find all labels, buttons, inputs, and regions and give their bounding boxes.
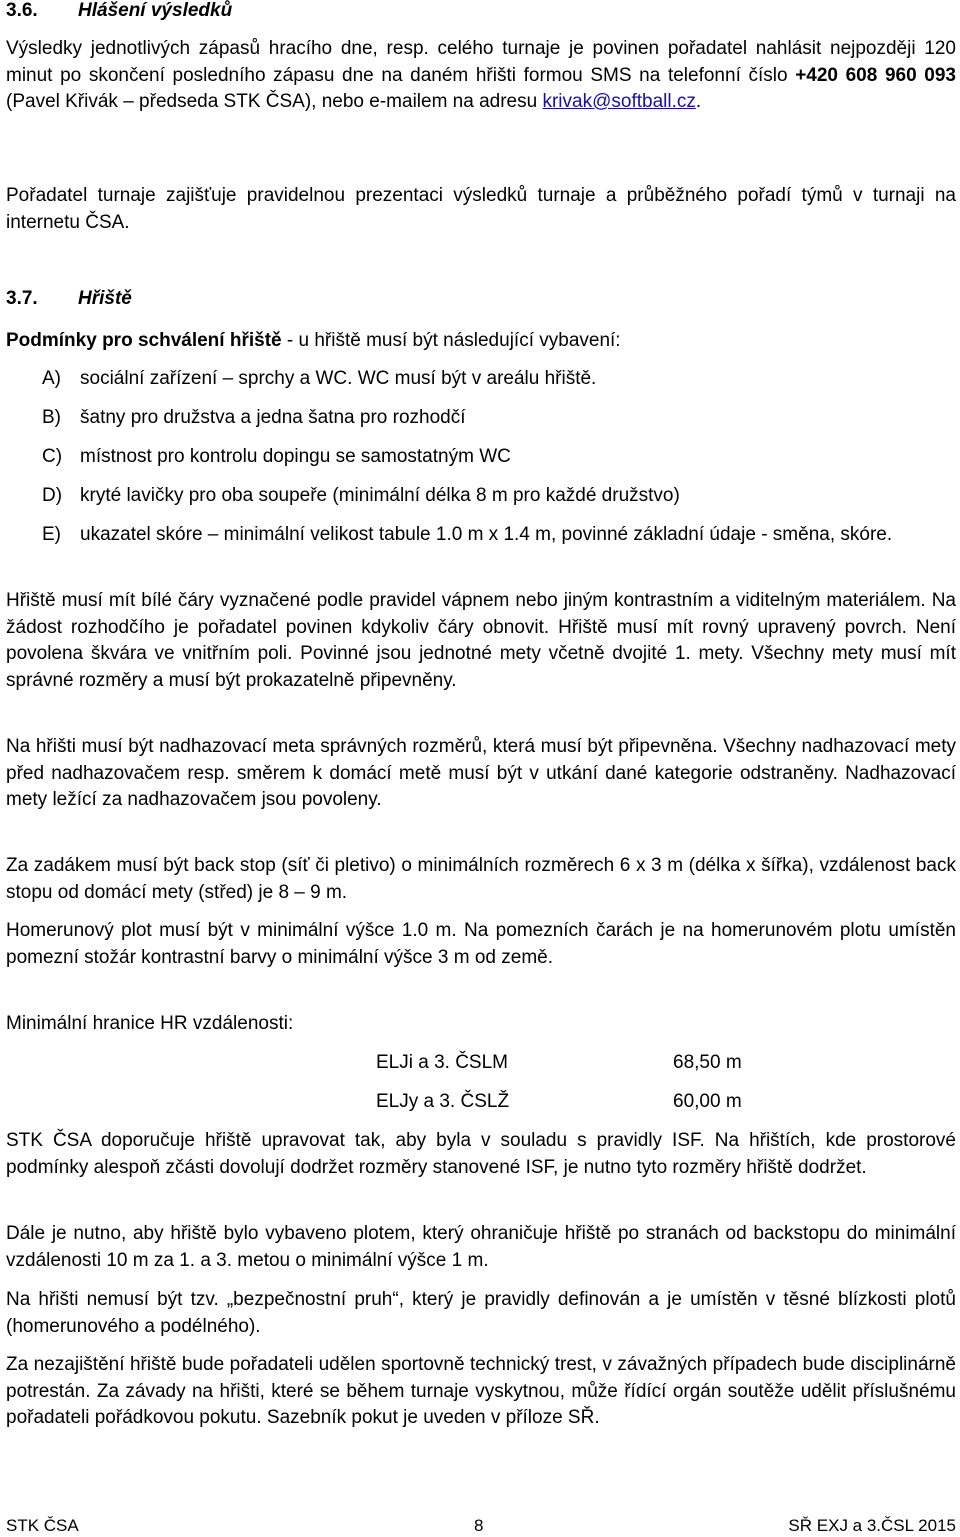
section-heading-3-7 bbox=[6, 288, 132, 310]
presentation-paragraph: Pořadatel turnaje zajišťuje pravidelnou prezentaci výsledků turnaje a průběžného pořadí týmů v turnaji na internetu ČSA. bbox=[6, 185, 956, 233]
homerun-fence-paragraph: Homerunový plot musí být v minimální výšce 1.0 m. Na pomezních čarách je na homerunovém plotu umístěn pomezní stožár kontrastní barvy o minimální výšce 3 m od země. bbox=[6, 920, 956, 968]
isf-paragraph: STK ČSA doporučuje hřiště upravovat tak, aby byla v souladu s pravidly ISF. Na hřištích, kde prostorové podmínky alespoň zčásti dovolují dodržet rozměry stanovené ISF, je nutno tyto rozměry hřiště dodržet. bbox=[6, 1130, 956, 1178]
hr-distance-intro: Minimální hranice HR vzdálenosti: bbox=[6, 1013, 294, 1034]
section-heading-3-6 bbox=[6, 0, 232, 22]
list-item-letter: C) bbox=[42, 446, 63, 467]
hr-distance-value: 68,50 m bbox=[673, 1052, 742, 1073]
backstop-paragraph: Za zadákem musí být back stop (síť či pletivo) o minimálních rozměrech 6 x 3 m (délka x šířka), vzdálenost back stopu od domácí mety (střed) je 8 – 9 m. bbox=[6, 855, 956, 903]
section-number: 3.7. bbox=[6, 288, 38, 309]
list-item-text: ukazatel skóre – minimální velikost tabule 1.0 m x 1.4 m, povinné základní údaje - směna, skóre. bbox=[80, 524, 893, 545]
approval-intro-rest: - u hřiště musí být následující vybavení: bbox=[281, 330, 621, 351]
list-item-text: sociální zařízení – sprchy a WC. WC musí být v areálu hřiště. bbox=[80, 368, 597, 389]
paragraph-text: Výsledky jednotlivých zápasů hracího dne, resp. celého turnaje je povinen pořadatel nahlásit nejpozději 120 minut po skončení posledního zápasu dne na daném hřišti formou SMS na telefonní číslo bbox=[6, 38, 956, 86]
paragraph-text: (Pavel Křivák – předseda STK ČSA), nebo e-mailem na adresu bbox=[6, 91, 543, 112]
fence-paragraph: Dále je nutno, aby hřiště bylo vybaveno plotem, který ohraničuje hřiště po stranách od backstopu do minimální vzdálenosti 10 m za 1. a 3. metou o minimální výšce 1 m. bbox=[6, 1223, 956, 1271]
list-item-letter: B) bbox=[42, 407, 61, 428]
section-number: 3.6. bbox=[6, 0, 38, 21]
footer-left: STK ČSA bbox=[6, 1516, 79, 1535]
hr-distance-value: 60,00 m bbox=[673, 1091, 742, 1112]
safety-zone-paragraph: Na hřišti nemusí být tzv. „bezpečnostní pruh“, který je pravidly definován a je umístěn v těsné blízkosti plotů (homerunového a podélného). bbox=[6, 1289, 956, 1337]
paragraph-text: . bbox=[695, 91, 702, 112]
footer-right: SŘ EXJ a 3.ČSL 2015 bbox=[788, 1516, 956, 1535]
hr-distance-label: ELJi a 3. ČSLM bbox=[376, 1052, 508, 1073]
section-title: Hřiště bbox=[78, 288, 132, 309]
page-number: 8 bbox=[474, 1516, 484, 1535]
list-item-letter: D) bbox=[42, 485, 63, 506]
phone-number: +420 608 960 093 bbox=[795, 64, 956, 86]
penalty-paragraph: Za nezajištění hřiště bude pořadateli udělen sportovně technický trest, v závažných případech bude disciplinárně potrestán. Za závady na hřišti, které se během turnaje vyskytnou, může řídící orgán soutěže udělit příslušnému pořadateli pořádkovou pokutu. Sazebník pokut je uveden v příloze SŘ. bbox=[6, 1354, 956, 1428]
list-item-letter: E) bbox=[42, 524, 61, 545]
pitching-plate-paragraph: Na hřišti musí být nadhazovací meta správných rozměrů, která musí být připevněna. Všechny nadhazovací mety před nadhazovačem resp. směrem k domácí metě musí být v utkání dané kategorie odstraněny. Nadhazovací mety ležící za nadhazovačem jsou povoleny. bbox=[6, 736, 956, 810]
hr-distance-label: ELJy a 3. ČSLŽ bbox=[376, 1091, 510, 1112]
email-link[interactable]: krivak@softball.cz bbox=[542, 91, 696, 112]
approval-intro bbox=[6, 328, 956, 355]
list-item-text: místnost pro kontrolu dopingu se samostatným WC bbox=[80, 446, 511, 467]
approval-intro-bold: Podmínky pro schválení hřiště bbox=[6, 330, 282, 351]
lines-paragraph: Hřiště musí mít bílé čáry vyznačené podle pravidel vápnem nebo jiným kontrastním a viditelným materiálem. Na žádost rozhodčího je pořadatel povinen kdykoliv čáry obnovit. Hřiště musí mít rovný upravený povrch. Není povolena škvára ve vnitřním poli. Povinné jsou jednotné mety včetně dvojité 1. mety. Všechny mety musí mít správné rozměry a musí být prokazatelně připevněny. bbox=[6, 590, 956, 691]
list-item-text: šatny pro družstva a jedna šatna pro rozhodčí bbox=[80, 407, 466, 428]
list-item-letter: A) bbox=[42, 368, 61, 389]
list-item-text: kryté lavičky pro oba soupeře (minimální délka 8 m pro každé družstvo) bbox=[80, 485, 680, 506]
section-title: Hlášení výsledků bbox=[78, 0, 233, 21]
results-report-paragraph bbox=[6, 36, 956, 116]
